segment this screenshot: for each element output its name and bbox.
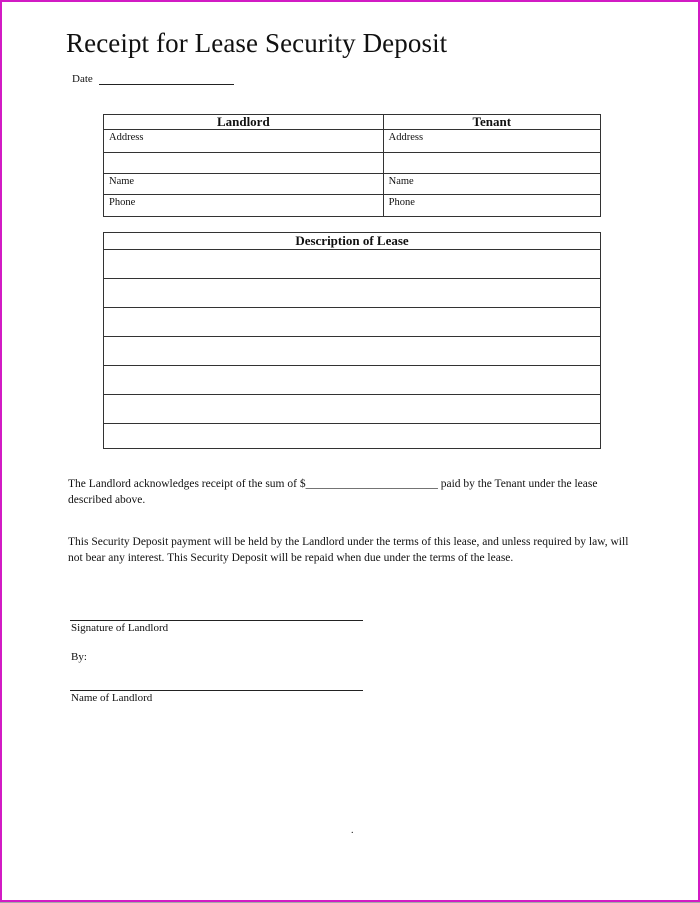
description-line[interactable] <box>104 337 600 366</box>
document-title: Receipt for Lease Security Deposit <box>66 28 448 58</box>
date-label: Date <box>72 73 93 85</box>
description-line[interactable] <box>104 279 600 308</box>
terms-paragraph: This Security Deposit payment will be held by the Landlord under the terms of this lease, and unless required by law, will not bear any interest. This Security Deposit will be repaid when due under the terms of the lease. <box>68 536 629 564</box>
date-line[interactable] <box>99 74 234 85</box>
landlord-address-cont-cell[interactable] <box>104 153 384 174</box>
tenant-name-label: Name <box>388 176 414 187</box>
description-line[interactable] <box>104 395 600 424</box>
description-of-lease-box <box>103 232 601 449</box>
description-line[interactable] <box>104 250 600 279</box>
landlord-name-cell[interactable] <box>104 174 384 195</box>
acknowledgement-paragraph: The Landlord acknowledges receipt of the sum of $_______________________ paid by the Tenant under the lease described above. <box>68 478 598 506</box>
tenant-phone-label: Phone <box>388 197 415 208</box>
signature-line[interactable] <box>70 620 363 621</box>
description-line[interactable] <box>104 366 600 395</box>
tenant-address-label: Address <box>388 132 424 143</box>
by-label: By: <box>71 651 87 663</box>
landlord-name-label: Name <box>109 176 135 187</box>
description-line[interactable] <box>104 308 600 337</box>
landlord-phone-cell[interactable] <box>104 195 384 217</box>
parties-table <box>103 114 601 217</box>
landlord-address-cell[interactable] <box>104 130 384 153</box>
description-line[interactable] <box>104 424 600 452</box>
footer-mark: . <box>351 825 354 836</box>
tenant-name-cell[interactable] <box>383 174 600 195</box>
tenant-phone-cell[interactable] <box>383 195 600 217</box>
name-of-landlord-label: Name of Landlord <box>71 692 153 704</box>
tenant-address-cell[interactable] <box>383 130 600 153</box>
landlord-phone-label: Phone <box>109 197 136 208</box>
landlord-address-label: Address <box>109 132 144 143</box>
date-field <box>72 73 234 85</box>
landlord-header: Landlord <box>104 115 384 130</box>
description-header: Description of Lease <box>104 233 600 250</box>
landlord-name-line[interactable] <box>70 690 363 691</box>
tenant-address-cont-cell[interactable] <box>383 153 600 174</box>
tenant-header: Tenant <box>383 115 600 130</box>
signature-label: Signature of Landlord <box>71 622 169 634</box>
